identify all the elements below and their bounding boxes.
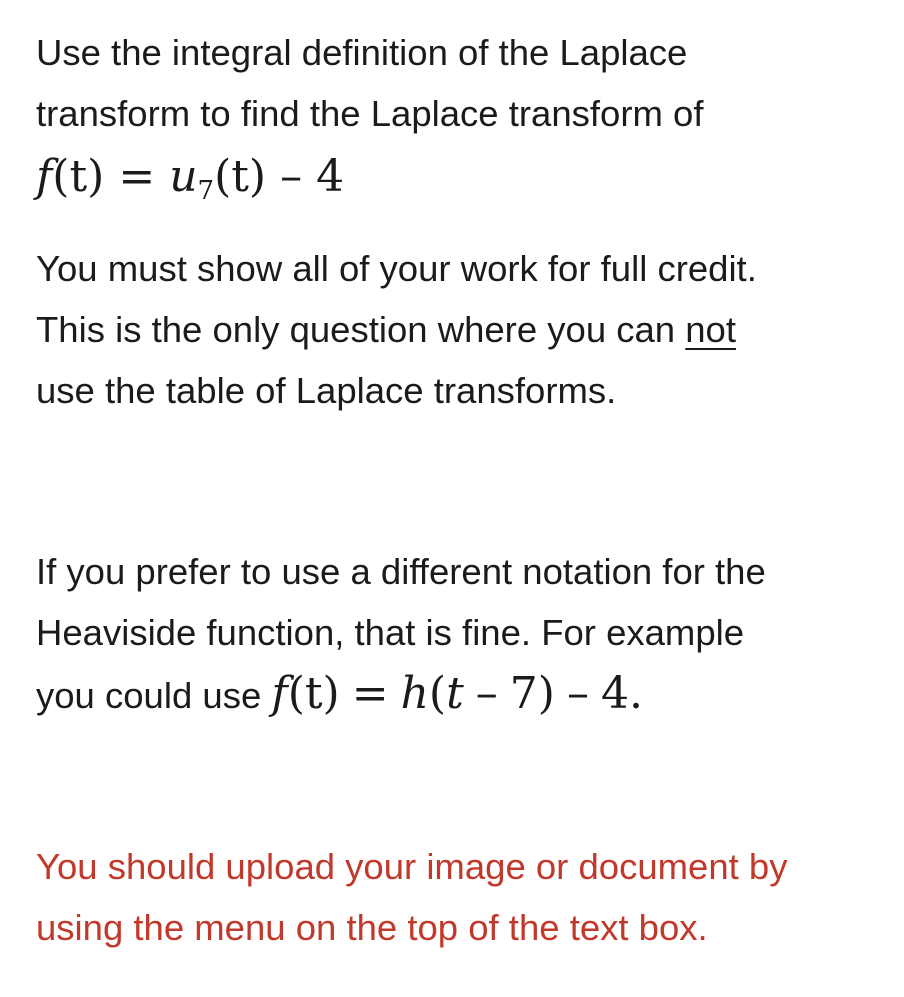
- formula-const: 4: [316, 151, 345, 202]
- formula-equals: =: [118, 151, 156, 202]
- notation-line-2: Heaviside function, that is fine. For example: [36, 612, 745, 653]
- h-formula-minus: –: [566, 668, 589, 719]
- instruction-line-1: You must show all of your work for full credit.: [36, 248, 757, 289]
- question-content: [36, 22, 896, 958]
- formula-rhs-t: (t): [214, 151, 267, 202]
- instruction-line-2-text: This is the only question where you can: [36, 309, 686, 350]
- notation-line-3-text: you could use: [36, 675, 272, 716]
- question-line-1: Use the integral definition of the Laplace: [36, 32, 688, 73]
- upload-note-line-2: using the menu on the top of the text box.: [36, 907, 708, 948]
- h-formula-t: (t): [287, 668, 340, 719]
- h-formula-equals: =: [351, 668, 389, 719]
- formula-minus: –: [280, 151, 303, 202]
- notation-line-1: If you prefer to use a different notation for the: [36, 551, 766, 592]
- instruction-line-2: [36, 299, 896, 360]
- upload-note-line-1: You should upload your image or document by: [36, 846, 788, 887]
- formula-lhs-t: (t): [52, 151, 105, 202]
- h-formula-arg-rest: 7): [509, 668, 555, 719]
- laplace-formula: [36, 144, 896, 216]
- h-formula-arg-t: t: [446, 668, 464, 719]
- heaviside-formula: [271, 668, 643, 719]
- h-formula-f: f: [271, 668, 288, 719]
- h-formula-arg-minus: –: [475, 668, 498, 719]
- h-formula-open: (: [428, 668, 447, 719]
- h-formula-h: h: [400, 668, 429, 719]
- emphasis-not: not: [685, 309, 736, 350]
- h-formula-const: 4.: [600, 668, 643, 719]
- formula-subscript: 7: [197, 176, 215, 206]
- formula-f: f: [36, 151, 53, 202]
- question-line-2: transform to find the Laplace transform of: [36, 93, 704, 134]
- instruction-line-3: use the table of Laplace transforms.: [36, 370, 617, 411]
- notation-line-3: [36, 663, 896, 726]
- formula-u: u: [169, 151, 198, 202]
